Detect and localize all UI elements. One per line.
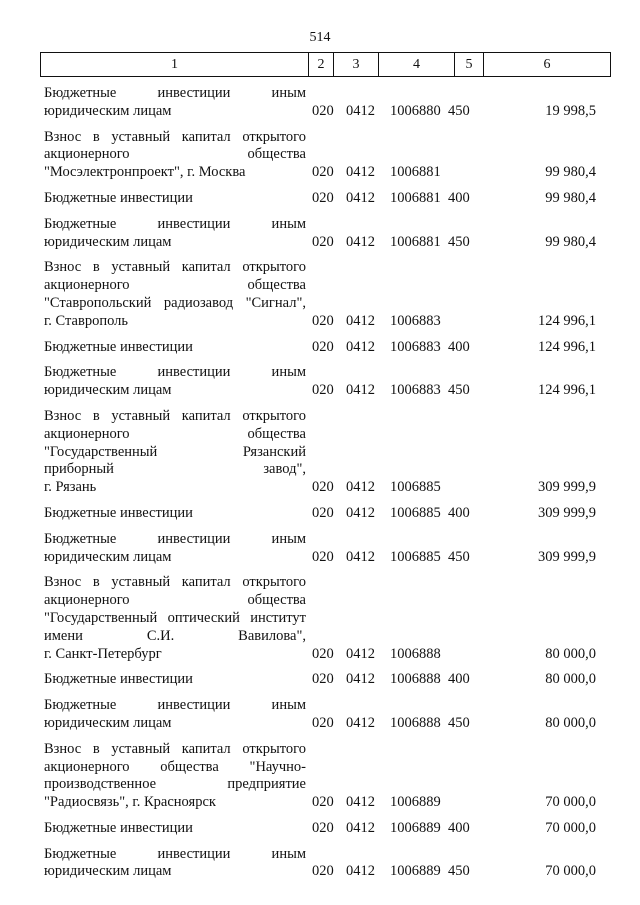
chapter-code: 020 bbox=[312, 504, 334, 521]
description-line: акционерного общества bbox=[44, 592, 306, 609]
description-line: юридическим лицам bbox=[44, 102, 172, 119]
row-codes bbox=[44, 863, 596, 881]
chapter-code: 020 bbox=[312, 102, 334, 119]
chapter-code: 020 bbox=[312, 819, 334, 836]
row-codes bbox=[44, 479, 596, 497]
target-article-code: 1006889 bbox=[390, 863, 441, 880]
header-col-5: 5 bbox=[454, 53, 483, 76]
table-row bbox=[44, 216, 604, 252]
description-line: "Ставропольский радиозавод "Сигнал", bbox=[44, 294, 306, 311]
chapter-code: 020 bbox=[312, 338, 334, 355]
table-row bbox=[44, 364, 604, 400]
description-line: производственное предприятие bbox=[44, 776, 306, 793]
header-col-2: 2 bbox=[308, 53, 333, 76]
description-line: Бюджетные инвестиции иным bbox=[44, 85, 306, 101]
table-row bbox=[44, 505, 604, 523]
description-line: юридическим лицам bbox=[44, 863, 172, 880]
section-code: 0412 bbox=[346, 645, 375, 662]
expense-type-code: 400 bbox=[448, 338, 470, 355]
target-article-code: 1006883 bbox=[390, 312, 441, 329]
section-code: 0412 bbox=[346, 479, 375, 496]
description-line: "Государственный оптический институт bbox=[44, 609, 306, 626]
chapter-code: 020 bbox=[312, 233, 334, 250]
section-code: 0412 bbox=[346, 794, 375, 811]
amount: 309 999,9 bbox=[538, 548, 596, 565]
target-article-code: 1006888 bbox=[390, 714, 441, 731]
description-line: Взнос в уставный капитал открытого bbox=[44, 259, 306, 276]
row-codes bbox=[44, 190, 596, 208]
header-col-1: 1 bbox=[171, 57, 178, 72]
description-line: акционерного общества bbox=[44, 425, 306, 442]
description-line: г. Санкт-Петербург bbox=[44, 645, 162, 662]
section-code: 0412 bbox=[346, 189, 375, 206]
description-line: Бюджетные инвестиции иным bbox=[44, 530, 306, 547]
description-line: Взнос в уставный капитал открытого bbox=[44, 128, 306, 145]
row-codes bbox=[44, 820, 596, 838]
description-line: Бюджетные инвестиции bbox=[44, 189, 193, 206]
expense-type-code: 450 bbox=[448, 548, 470, 565]
section-code: 0412 bbox=[346, 714, 375, 731]
table-row bbox=[44, 741, 604, 812]
header-col-3: 3 bbox=[333, 53, 378, 76]
table-header bbox=[40, 52, 611, 77]
row-codes bbox=[44, 382, 596, 400]
row-codes bbox=[44, 313, 596, 331]
chapter-code: 020 bbox=[312, 312, 334, 329]
target-article-code: 1006885 bbox=[390, 504, 441, 521]
description-line: юридическим лицам bbox=[44, 233, 172, 250]
table-row bbox=[44, 408, 604, 497]
amount: 80 000,0 bbox=[545, 714, 596, 731]
table-row bbox=[44, 671, 604, 689]
expense-type-code: 450 bbox=[448, 102, 470, 119]
row-codes bbox=[44, 671, 596, 689]
target-article-code: 1006885 bbox=[390, 479, 441, 496]
description-line: "Мосэлектронпроект", г. Москва bbox=[44, 164, 246, 181]
target-article-code: 1006889 bbox=[390, 794, 441, 811]
section-code: 0412 bbox=[346, 382, 375, 399]
section-code: 0412 bbox=[346, 819, 375, 836]
expense-type-code: 450 bbox=[448, 863, 470, 880]
amount: 99 980,4 bbox=[545, 233, 596, 250]
description-line: Бюджетные инвестиции иным bbox=[44, 697, 306, 714]
amount: 124 996,1 bbox=[538, 312, 596, 329]
description-line: "Государственный Рязанский bbox=[44, 443, 306, 460]
table-row bbox=[44, 259, 604, 330]
row-codes bbox=[44, 234, 596, 252]
chapter-code: 020 bbox=[312, 479, 334, 496]
row-codes bbox=[44, 505, 596, 523]
section-code: 0412 bbox=[346, 164, 375, 181]
description-line: г. Ставрополь bbox=[44, 312, 129, 329]
description-line: юридическим лицам bbox=[44, 714, 172, 731]
amount: 70 000,0 bbox=[545, 819, 596, 836]
target-article-code: 1006883 bbox=[390, 338, 441, 355]
description-line: Бюджетные инвестиции bbox=[44, 819, 193, 836]
table-row bbox=[44, 574, 604, 663]
amount: 99 980,4 bbox=[545, 189, 596, 206]
amount: 124 996,1 bbox=[538, 338, 596, 355]
expense-type-code: 400 bbox=[448, 819, 470, 836]
target-article-code: 1006888 bbox=[390, 671, 441, 688]
row-codes bbox=[44, 164, 596, 182]
description-line: Бюджетные инвестиции bbox=[44, 504, 193, 521]
row-codes bbox=[44, 549, 596, 567]
row-codes bbox=[44, 794, 596, 812]
row-codes bbox=[44, 339, 596, 357]
row-codes bbox=[44, 103, 596, 121]
table-body bbox=[44, 85, 604, 889]
description-line: Бюджетные инвестиции иным bbox=[44, 364, 306, 381]
chapter-code: 020 bbox=[312, 863, 334, 880]
expense-type-code: 450 bbox=[448, 382, 470, 399]
section-code: 0412 bbox=[346, 233, 375, 250]
chapter-code: 020 bbox=[312, 189, 334, 206]
description-line: Взнос в уставный капитал открытого bbox=[44, 740, 306, 757]
table-row bbox=[44, 85, 604, 121]
amount: 80 000,0 bbox=[545, 645, 596, 662]
amount: 309 999,9 bbox=[538, 479, 596, 496]
description-line: Взнос в уставный капитал открытого bbox=[44, 407, 306, 424]
page-number: 514 bbox=[309, 30, 331, 45]
expense-type-code: 400 bbox=[448, 671, 470, 688]
chapter-code: 020 bbox=[312, 164, 334, 181]
section-code: 0412 bbox=[346, 102, 375, 119]
header-col-6: 6 bbox=[483, 53, 610, 76]
target-article-code: 1006880 bbox=[390, 102, 441, 119]
header-col-4: 4 bbox=[378, 53, 454, 76]
description-line: Бюджетные инвестиции иным bbox=[44, 845, 306, 862]
section-code: 0412 bbox=[346, 338, 375, 355]
table-row bbox=[44, 129, 604, 182]
description-line: Бюджетные инвестиции bbox=[44, 671, 193, 688]
chapter-code: 020 bbox=[312, 382, 334, 399]
amount: 70 000,0 bbox=[545, 863, 596, 880]
description-line: юридическим лицам bbox=[44, 548, 172, 565]
section-code: 0412 bbox=[346, 548, 375, 565]
target-article-code: 1006883 bbox=[390, 382, 441, 399]
description-line: "Радиосвязь", г. Красноярск bbox=[44, 794, 216, 811]
section-code: 0412 bbox=[346, 671, 375, 688]
description-line: юридическим лицам bbox=[44, 382, 172, 399]
table-row bbox=[44, 531, 604, 567]
chapter-code: 020 bbox=[312, 645, 334, 662]
table-row bbox=[44, 820, 604, 838]
section-code: 0412 bbox=[346, 312, 375, 329]
target-article-code: 1006885 bbox=[390, 548, 441, 565]
target-article-code: 1006888 bbox=[390, 645, 441, 662]
target-article-code: 1006881 bbox=[390, 189, 441, 206]
target-article-code: 1006881 bbox=[390, 164, 441, 181]
expense-type-code: 450 bbox=[448, 233, 470, 250]
chapter-code: 020 bbox=[312, 671, 334, 688]
chapter-code: 020 bbox=[312, 714, 334, 731]
amount: 124 996,1 bbox=[538, 382, 596, 399]
target-article-code: 1006881 bbox=[390, 233, 441, 250]
amount: 19 998,5 bbox=[545, 102, 596, 119]
description-line: акционерного общества bbox=[44, 277, 306, 294]
row-codes bbox=[44, 715, 596, 733]
table-row bbox=[44, 339, 604, 357]
description-line: Бюджетные инвестиции иным bbox=[44, 215, 306, 232]
description-line: Бюджетные инвестиции bbox=[44, 338, 193, 355]
table-row bbox=[44, 190, 604, 208]
table-row bbox=[44, 697, 604, 733]
amount: 309 999,9 bbox=[538, 504, 596, 521]
description-line: акционерного общества "Научно- bbox=[44, 758, 306, 775]
description-line: г. Рязань bbox=[44, 479, 97, 496]
row-codes bbox=[44, 646, 596, 664]
table-row bbox=[44, 846, 604, 882]
amount: 80 000,0 bbox=[545, 671, 596, 688]
section-code: 0412 bbox=[346, 504, 375, 521]
chapter-code: 020 bbox=[312, 794, 334, 811]
chapter-code: 020 bbox=[312, 548, 334, 565]
expense-type-code: 450 bbox=[448, 714, 470, 731]
description-line: Взнос в уставный капитал открытого bbox=[44, 574, 306, 591]
amount: 70 000,0 bbox=[545, 794, 596, 811]
amount: 99 980,4 bbox=[545, 164, 596, 181]
target-article-code: 1006889 bbox=[390, 819, 441, 836]
section-code: 0412 bbox=[346, 863, 375, 880]
description-line: имени С.И. Вавилова", bbox=[44, 627, 306, 644]
description-line: приборный завод", bbox=[44, 461, 306, 478]
expense-type-code: 400 bbox=[448, 504, 470, 521]
expense-type-code: 400 bbox=[448, 189, 470, 206]
description-line: акционерного общества bbox=[44, 146, 306, 163]
